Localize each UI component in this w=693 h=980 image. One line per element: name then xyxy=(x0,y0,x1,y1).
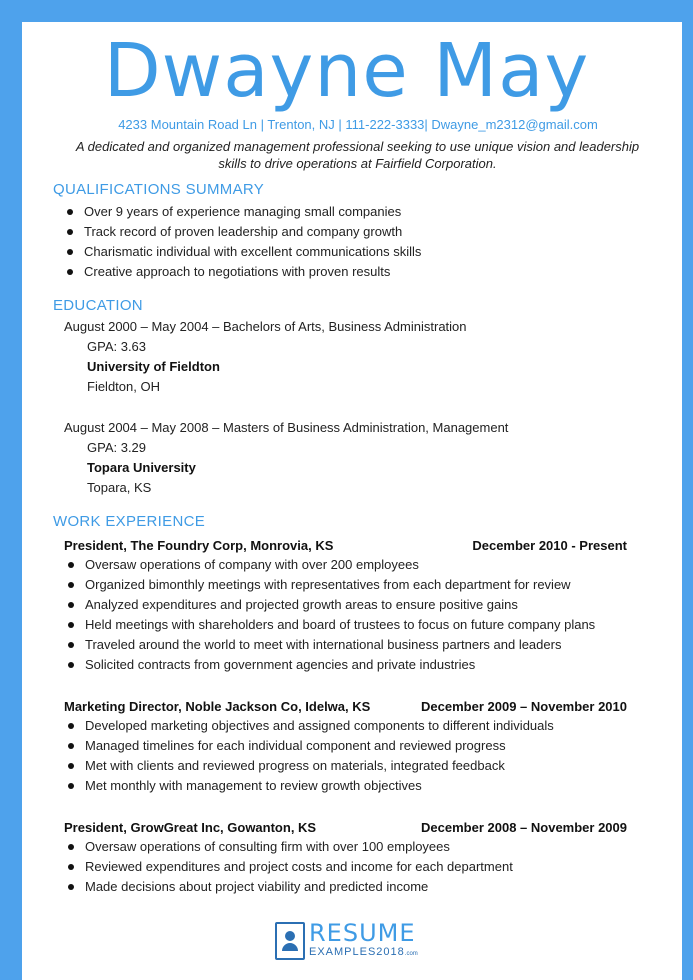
qualifications-list xyxy=(64,202,421,282)
list-item: Traveled around the world to meet with international business partners and leaders xyxy=(65,635,595,655)
candidate-name: Dwayne May xyxy=(103,28,590,114)
list-item: Charismatic individual with excellent communications skills xyxy=(64,242,421,262)
job-header xyxy=(64,699,627,714)
education-school: University of Fieldton xyxy=(87,359,220,374)
list-item: Oversaw operations of consulting firm with over 100 employees xyxy=(65,837,513,857)
list-item: Oversaw operations of company with over 200 employees xyxy=(65,555,595,575)
job-dates: December 2008 – November 2009 xyxy=(421,820,627,835)
list-item: Met with clients and reviewed progress on materials, integrated feedback xyxy=(65,756,554,776)
resume-person-icon xyxy=(275,922,305,960)
job-title: President, The Foundry Corp, Monrovia, KS xyxy=(64,538,334,553)
job-dates: December 2010 - Present xyxy=(472,538,627,553)
education-location: Topara, KS xyxy=(87,480,152,495)
list-item: Developed marketing objectives and assigned components to different individuals xyxy=(65,716,554,736)
education-dates-degree: August 2004 – May 2008 – Masters of Business Administration, Management xyxy=(64,420,509,435)
logo-text-bottom: EXAMPLES2018.com xyxy=(309,946,418,958)
education-entry xyxy=(64,418,508,498)
list-item: Organized bimonthly meetings with representatives from each department for review xyxy=(65,575,595,595)
education-school: Topara University xyxy=(87,460,196,475)
objective-statement: A dedicated and organized management professional seeking to use unique vision and leadership skills to drive operations at Fairfield Corporation. xyxy=(75,139,640,171)
logo-text-top: RESUME xyxy=(309,919,416,947)
list-item: Solicited contracts from government agencies and private industries xyxy=(65,655,595,675)
education-gpa: GPA: 3.63 xyxy=(87,339,147,354)
education-gpa: GPA: 3.29 xyxy=(87,440,147,455)
work-heading: WORK EXPERIENCE xyxy=(53,513,206,530)
resume-examples-logo[interactable] xyxy=(275,920,435,964)
job-duties-list xyxy=(65,716,554,796)
list-item: Creative approach to negotiations with proven results xyxy=(64,262,421,282)
job-dates: December 2009 – November 2010 xyxy=(421,699,627,714)
contact-line: 4233 Mountain Road Ln | Trenton, NJ | 111-222-3333| Dwayne_m2312@gmail.com xyxy=(118,117,598,132)
job-header xyxy=(64,538,627,553)
job-duties-list xyxy=(65,555,595,675)
list-item: Managed timelines for each individual component and reviewed progress xyxy=(65,736,554,756)
list-item: Made decisions about project viability and predicted income xyxy=(65,877,513,897)
top-border xyxy=(0,0,693,22)
list-item: Met monthly with management to review growth objectives xyxy=(65,776,554,796)
list-item: Held meetings with shareholders and board of trustees to focus on future company plans xyxy=(65,615,595,635)
qualifications-heading: QUALIFICATIONS SUMMARY xyxy=(53,181,265,198)
education-dates-degree: August 2000 – May 2004 – Bachelors of Arts, Business Administration xyxy=(64,319,467,334)
education-heading: EDUCATION xyxy=(53,297,143,314)
education-location: Fieldton, OH xyxy=(87,379,160,394)
job-title: President, GrowGreat Inc, Gowanton, KS xyxy=(64,820,317,835)
job-title: Marketing Director, Noble Jackson Co, Idelwa, KS xyxy=(64,699,371,714)
education-entry xyxy=(64,317,467,397)
right-border xyxy=(682,0,693,980)
left-border xyxy=(0,0,22,980)
job-duties-list xyxy=(65,837,513,897)
list-item: Reviewed expenditures and project costs and income for each department xyxy=(65,857,513,877)
list-item: Over 9 years of experience managing small companies xyxy=(64,202,421,222)
list-item: Track record of proven leadership and company growth xyxy=(64,222,421,242)
list-item: Analyzed expenditures and projected growth areas to ensure positive gains xyxy=(65,595,595,615)
job-header xyxy=(64,820,627,835)
